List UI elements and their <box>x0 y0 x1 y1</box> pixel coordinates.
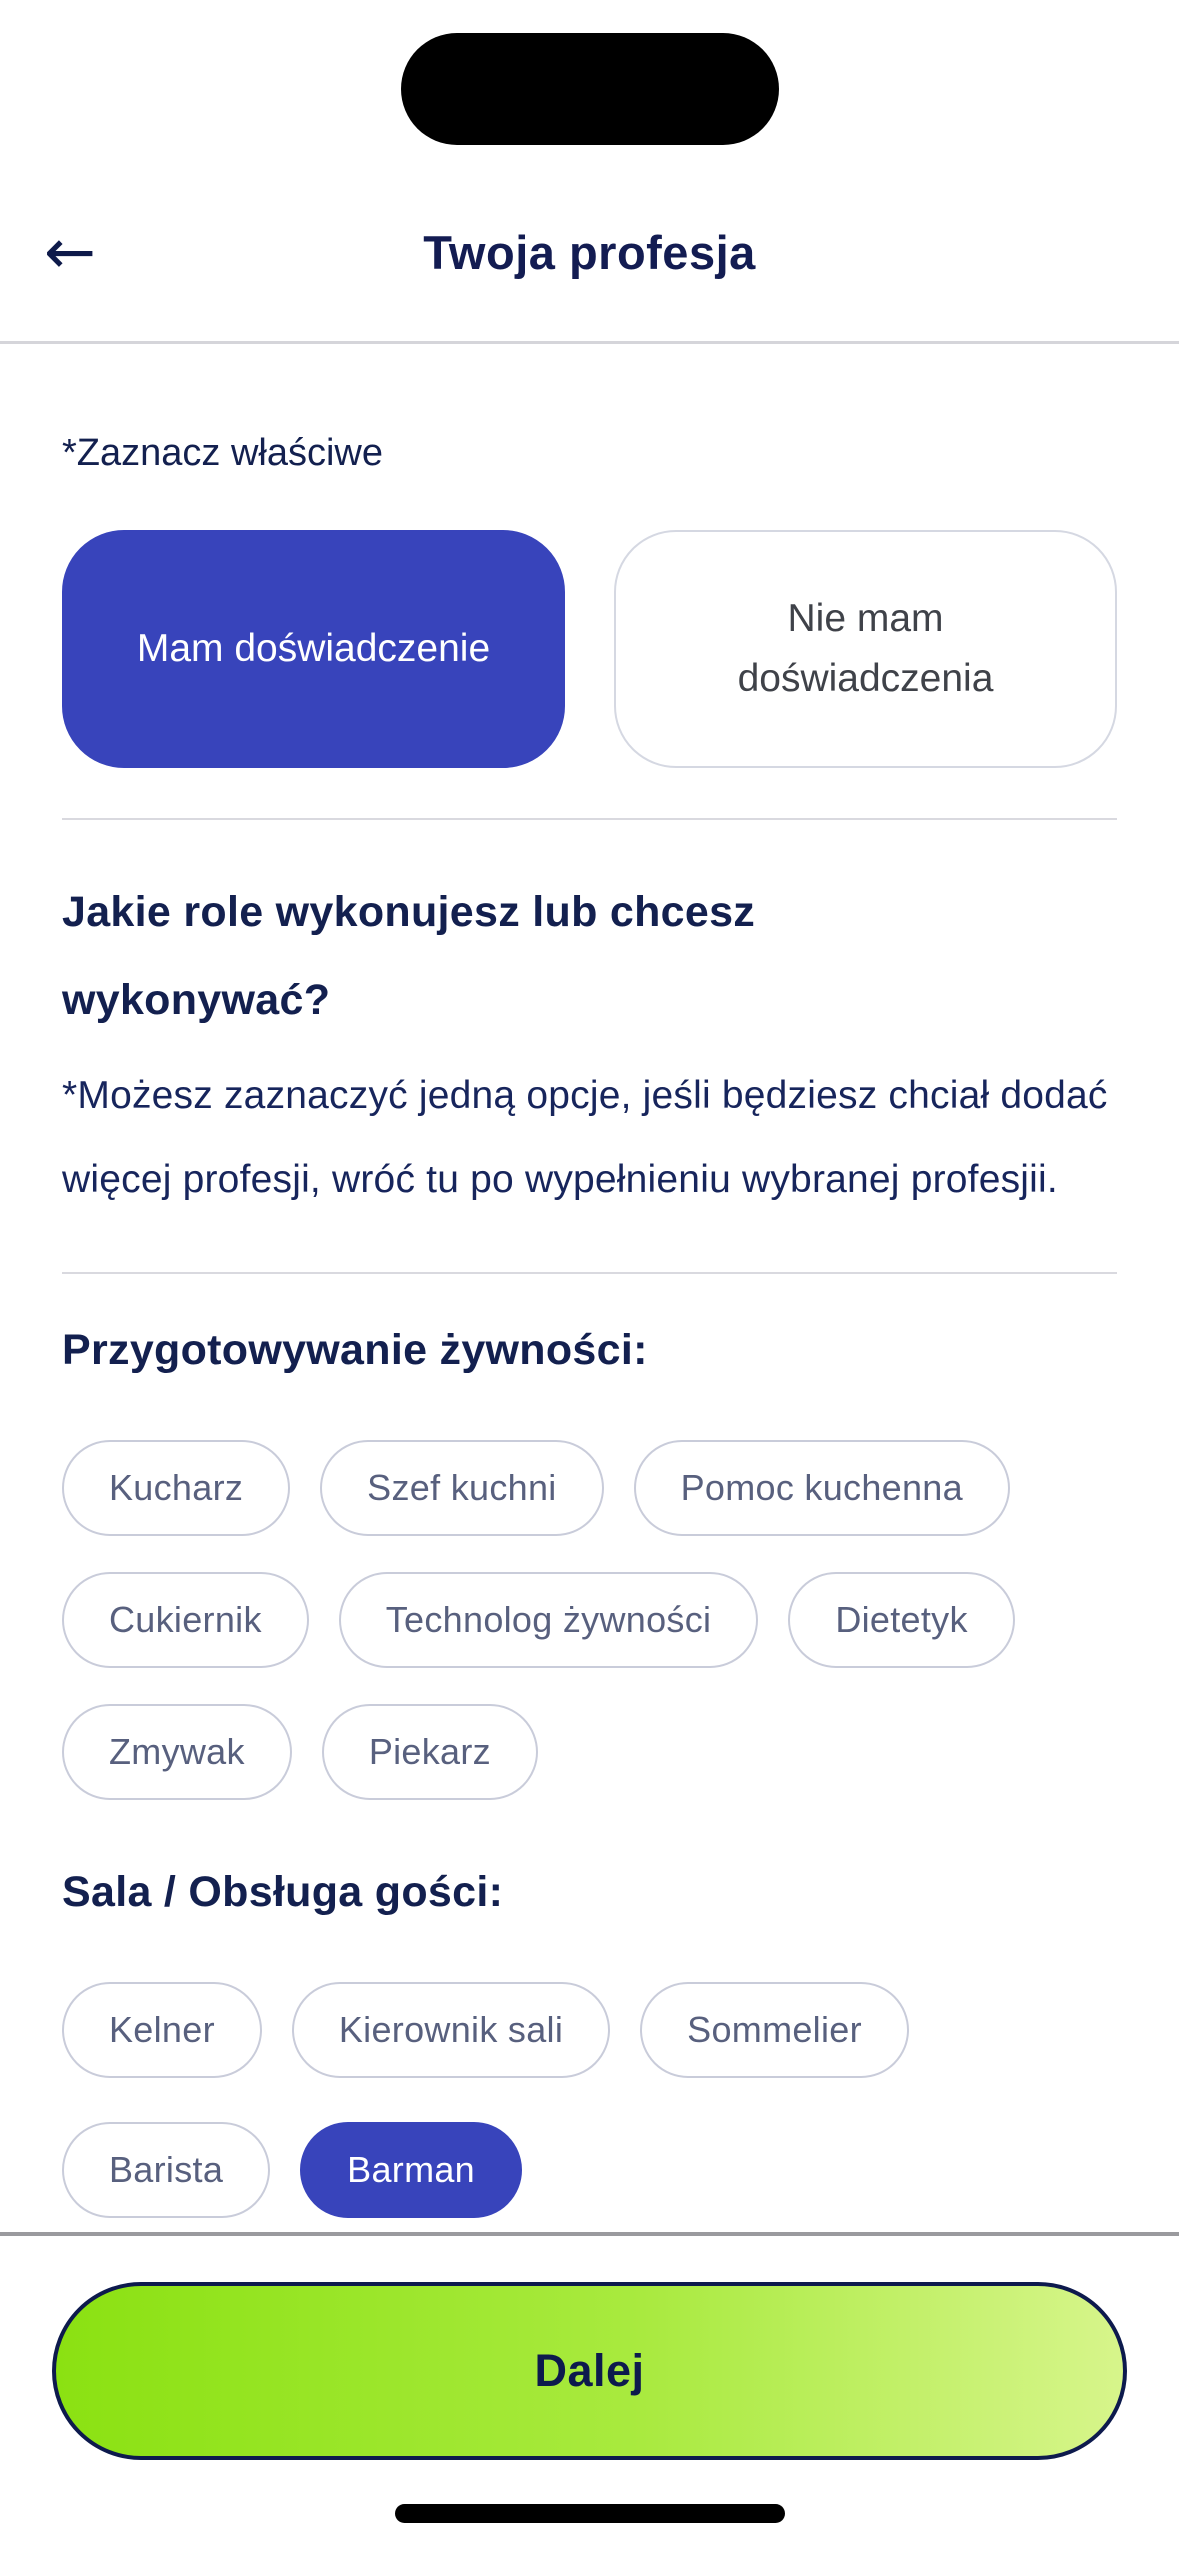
experience-toggle <box>62 530 1117 768</box>
role-chip[interactable]: Kierownik sali <box>292 1982 610 2078</box>
role-chip[interactable]: Dietetyk <box>788 1572 1014 1668</box>
experience-option-none[interactable]: Nie mam doświadczenia <box>614 530 1117 768</box>
section-divider <box>62 818 1117 820</box>
home-indicator <box>395 2504 785 2523</box>
role-chip[interactable]: Technolog żywności <box>339 1572 759 1668</box>
back-arrow-icon[interactable]: ← <box>44 207 134 297</box>
chip-list <box>62 1440 1117 1800</box>
role-chip[interactable]: Zmywak <box>62 1704 292 1800</box>
group-heading: Sala / Obsługa gości: <box>62 1868 504 1916</box>
roles-question-heading: Jakie role wykonujesz lub chcesz wykonywać? <box>62 888 756 1024</box>
chip-list <box>62 1982 1117 2218</box>
header <box>0 205 1179 315</box>
role-chip[interactable]: Barista <box>62 2122 270 2218</box>
role-chip[interactable]: Sommelier <box>640 1982 909 2078</box>
role-chip[interactable]: Barman <box>300 2122 522 2218</box>
page-title: Twoja profesja <box>423 226 756 279</box>
section-divider <box>62 1272 1117 1274</box>
bottom-bar <box>0 2232 1179 2556</box>
experience-option-have[interactable]: Mam doświadczenie <box>62 530 565 768</box>
role-chip[interactable]: Kelner <box>62 1982 262 2078</box>
roles-note: *Możesz zaznaczyć jedną opcje, jeśli będziesz chciał dodać więcej profesji, wróć tu po wypełnieniu wybranej profesjii. <box>62 1074 1108 1201</box>
role-chip[interactable]: Kucharz <box>62 1440 290 1536</box>
role-chip[interactable]: Pomoc kuchenna <box>634 1440 1010 1536</box>
role-groups <box>62 1322 1117 2218</box>
role-chip[interactable]: Piekarz <box>322 1704 538 1800</box>
next-button[interactable]: Dalej <box>52 2282 1127 2460</box>
select-correct-hint: *Zaznacz właściwe <box>62 432 383 474</box>
role-chip[interactable]: Szef kuchni <box>320 1440 603 1536</box>
role-chip[interactable]: Cukiernik <box>62 1572 309 1668</box>
dynamic-island <box>401 33 779 145</box>
content <box>0 344 1179 2556</box>
group-heading: Przygotowywanie żywności: <box>62 1326 648 1374</box>
